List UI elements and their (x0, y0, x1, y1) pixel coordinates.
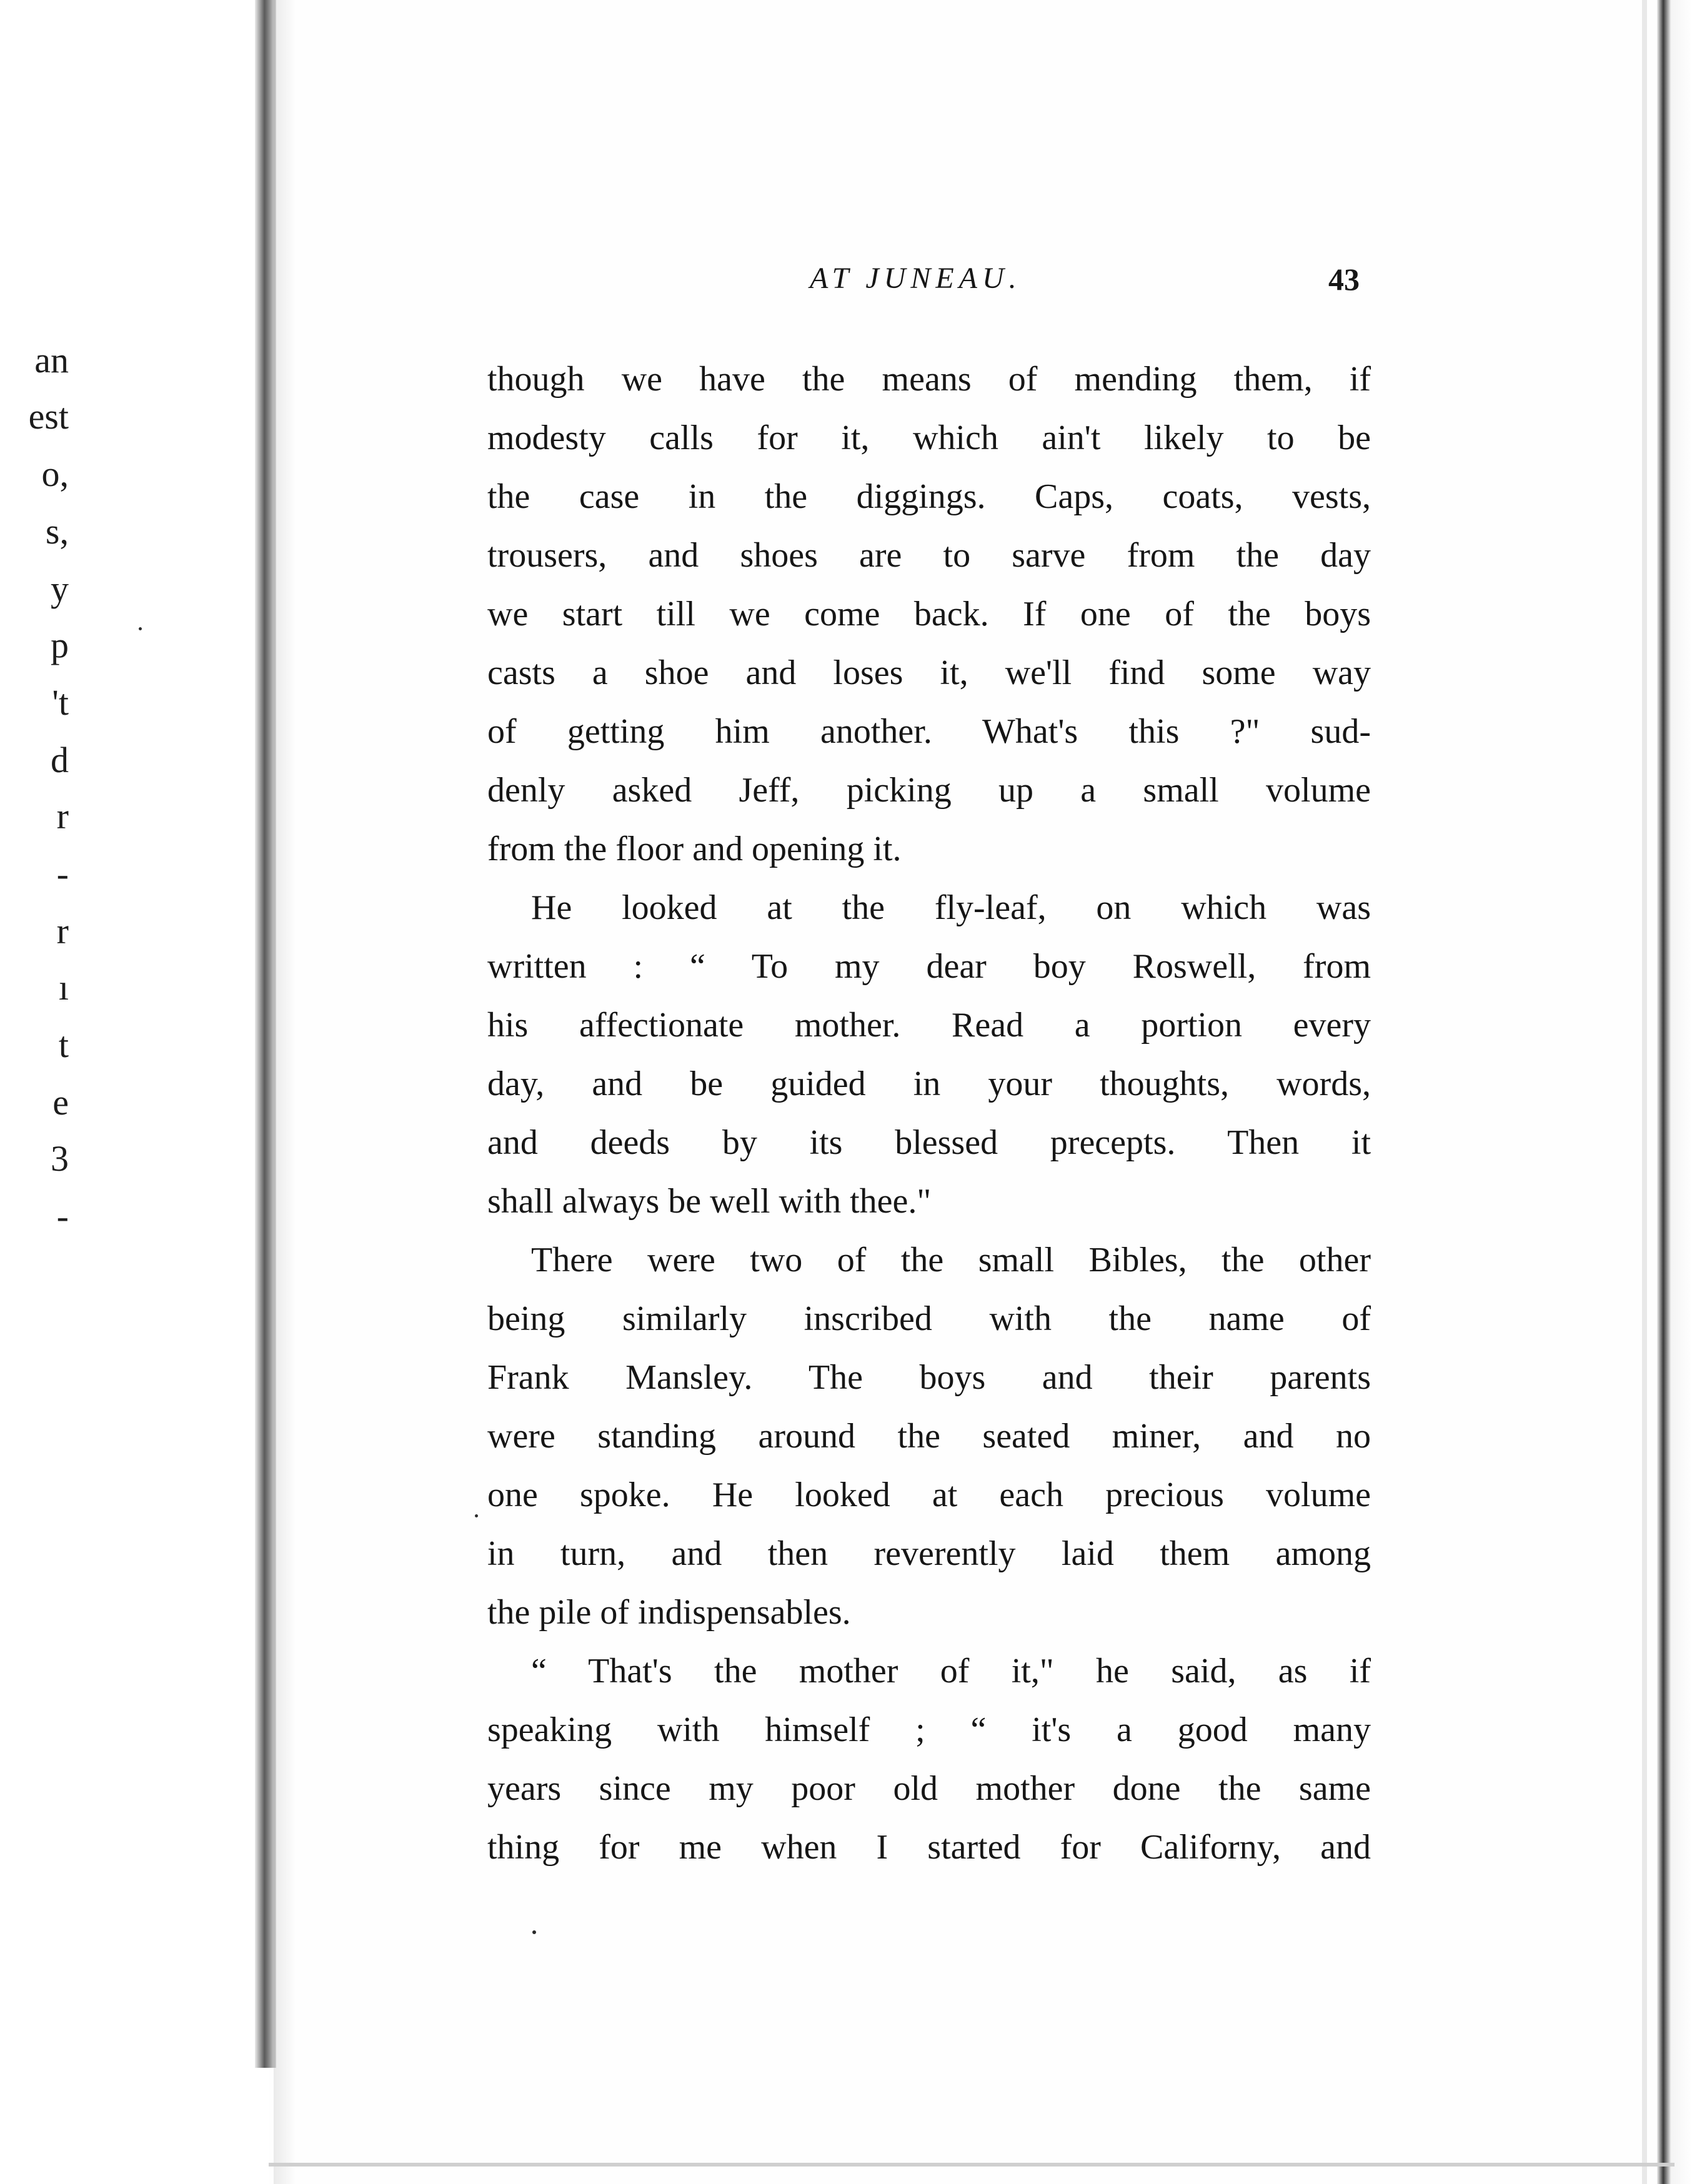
text-line: years since my poor old mother done the same (487, 1769, 1371, 1808)
body-text (487, 350, 1371, 1877)
facing-fragment: o, (41, 454, 69, 494)
facing-fragment: - (56, 853, 69, 894)
scan-speck (139, 627, 142, 630)
text-line: from the floor and opening it. (487, 830, 902, 868)
facing-page (0, 0, 75, 2184)
text-line: of getting him another. What's this ?" sud- (487, 712, 1371, 751)
text-line: day, and be guided in your thoughts, words, (487, 1065, 1371, 1103)
text-line: thing for me when I started for Californy, and (487, 1828, 1371, 1867)
paragraph-start-line: “ That's the mother of it," he said, as if (531, 1652, 1371, 1690)
text-line: speaking with himself ; “ it's a good many (487, 1710, 1371, 1749)
page-edge-inner (1642, 0, 1647, 2184)
text-line: being similarly inscribed with the name of (487, 1299, 1371, 1338)
facing-fragment: 't (52, 682, 69, 723)
text-line: the pile of indispensables. (487, 1593, 851, 1632)
paragraph-start-line: There were two of the small Bibles, the other (531, 1241, 1371, 1279)
facing-fragment: - (56, 1196, 69, 1236)
facing-fragment: ı (58, 967, 69, 1008)
text-line: denly asked Jeff, picking up a small volume (487, 771, 1371, 810)
text-line: in turn, and then reverently laid them among (487, 1534, 1371, 1573)
text-line: his affectionate mother. Read a portion every (487, 1006, 1371, 1045)
text-line: casts a shoe and loses it, we'll find some way (487, 653, 1371, 692)
facing-fragment: t (58, 1025, 69, 1065)
text-line: though we have the means of mending them, if (487, 360, 1371, 399)
facing-fragment: r (56, 796, 69, 836)
facing-fragment: e (52, 1082, 69, 1123)
facing-fragment: 3 (51, 1138, 69, 1179)
page-number: 43 (1328, 262, 1360, 297)
text-line: and deeds by its blessed precepts. Then it (487, 1123, 1371, 1162)
text-line: one spoke. He looked at each precious volume (487, 1476, 1371, 1514)
book-spine (255, 0, 276, 2068)
facing-fragment: r (56, 911, 69, 951)
text-line: modesty calls for it, which ain't likely to be (487, 419, 1371, 457)
text-line: we start till we come back. If one of the boys (487, 595, 1371, 633)
paragraph-start-line: He looked at the fly-leaf, on which was (531, 888, 1371, 927)
facing-fragment: an (34, 340, 69, 380)
text-line: written : “ To my dear boy Roswell, from (487, 947, 1371, 986)
facing-fragment: p (51, 625, 69, 665)
scan-speck (532, 1930, 536, 1934)
text-line: the case in the diggings. Caps, coats, vests, (487, 477, 1371, 516)
text-line: Frank Mansley. The boys and their parents (487, 1358, 1371, 1397)
scan-speck (475, 1514, 478, 1517)
page-edge (1657, 0, 1692, 2184)
bottom-edge (269, 2163, 1675, 2167)
running-head-title: AT JUNEAU. (810, 262, 1022, 295)
facing-fragment: s, (45, 511, 69, 552)
facing-fragment: y (51, 568, 69, 609)
text-line: shall always be well with thee." (487, 1182, 932, 1221)
text-line: were standing around the seated miner, and no (487, 1417, 1371, 1456)
facing-fragment: est (28, 396, 69, 437)
facing-fragment: d (51, 740, 69, 780)
text-line: trousers, and shoes are to sarve from the day (487, 536, 1371, 575)
spine-shadow (274, 0, 296, 2184)
